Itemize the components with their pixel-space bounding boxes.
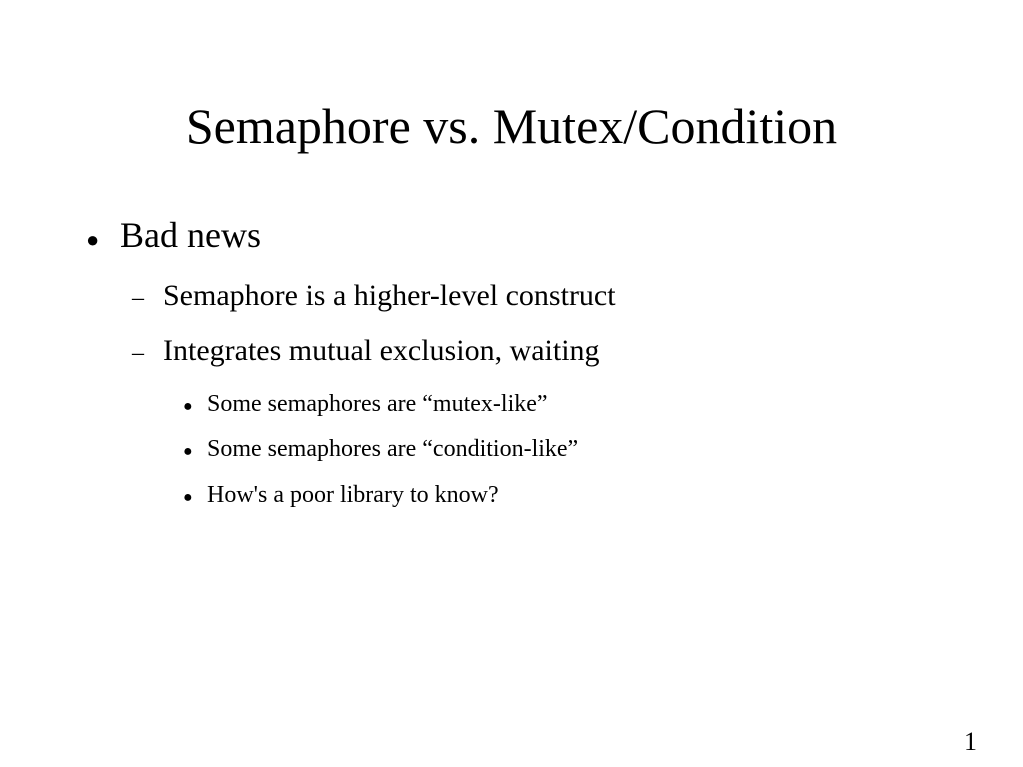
bullet-marker: ● (86, 227, 100, 252)
bullet-marker: ● (183, 489, 193, 506)
bullet-marker: ● (183, 443, 193, 460)
sub-sub-bullet-text: Some semaphores are “mutex-like” (207, 391, 548, 417)
dash-marker: – (132, 285, 144, 311)
dash-marker: – (132, 340, 144, 366)
sub-sub-bullet-condition-like (183, 436, 578, 463)
slide-title: Semaphore vs. Mutex/Condition (185, 98, 838, 154)
sub-sub-bullet-text: How's a poor library to know? (207, 482, 499, 508)
bullet-bad-news (86, 214, 261, 256)
sub-sub-bullet-library-question (183, 482, 499, 509)
page-number: 1 (964, 727, 977, 756)
sub-sub-bullet-text: Some semaphores are “condition-like” (207, 436, 579, 462)
bullet-marker: ● (183, 398, 193, 415)
bullet-text: Bad news (120, 215, 261, 255)
sub-bullet-text: Integrates mutual exclusion, waiting (163, 334, 600, 367)
sub-bullet-text: Semaphore is a higher-level construct (163, 279, 616, 312)
sub-bullet-higher-level-construct (132, 279, 616, 313)
sub-sub-bullet-mutex-like (183, 391, 548, 418)
sub-bullet-integrates-mutual-exclusion (132, 334, 600, 368)
